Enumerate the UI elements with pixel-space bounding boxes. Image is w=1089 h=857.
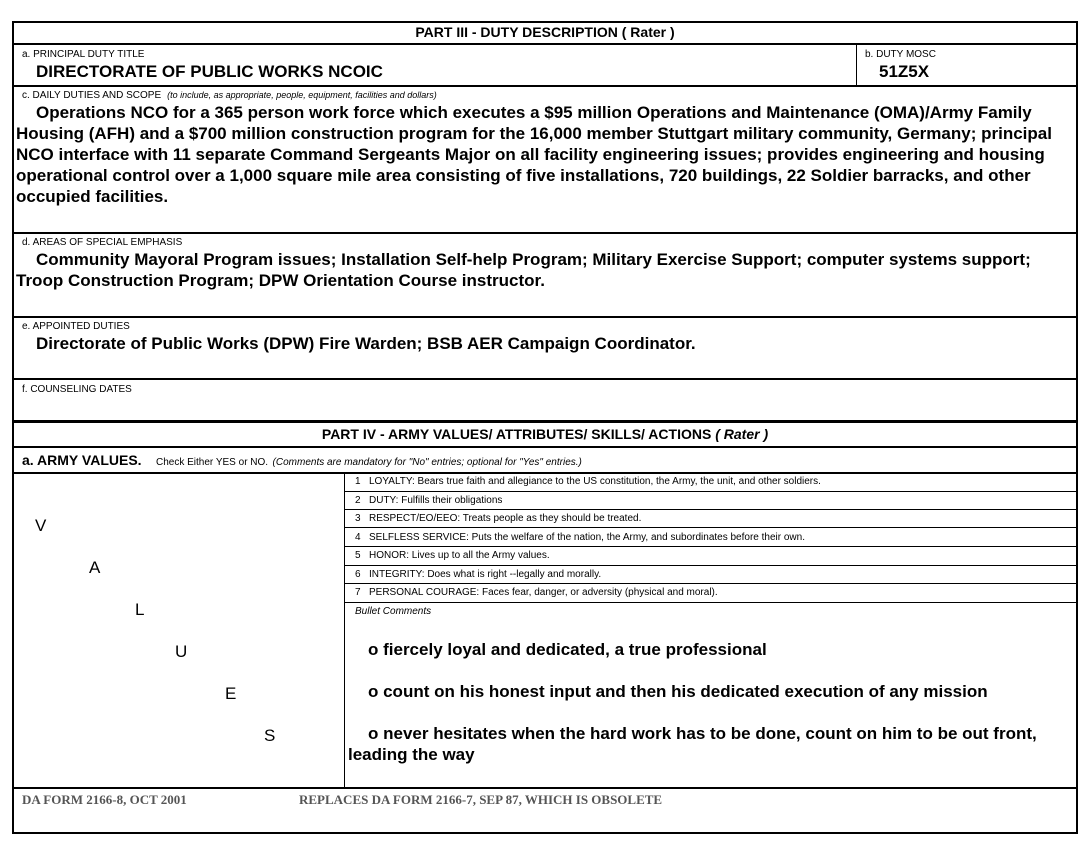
divider [345,509,1078,510]
value-item-text: SELFLESS SERVICE: Puts the welfare of the nation, the Army, and subordinates before their own. [369,532,805,543]
value-item-honor [355,550,550,561]
value-item-number: 7 [355,587,361,598]
bullet-comment: o never hesitates when the hard work has to be done, count on him to be out front, leading the way [348,724,1037,764]
value-item-integrity [355,569,601,580]
divider [12,316,1078,318]
divider [345,527,1078,528]
divider [12,472,1078,474]
value-item-number: 5 [355,550,361,561]
divider [12,43,1078,45]
appointed-duties-value: Directorate of Public Works (DPW) Fire Warden; BSB AER Campaign Coordinator. [36,334,696,353]
army-values-instruction: Check Either YES or NO. [156,457,269,468]
value-item-number: 3 [355,513,361,524]
values-letter: A [89,558,101,577]
values-letter: V [35,516,47,535]
duty-mosc-label: b. DUTY MOSC [865,49,936,60]
daily-duties-label [22,90,437,101]
special-emphasis-label: d. AREAS OF SPECIAL EMPHASIS [22,237,183,248]
counseling-dates-label: f. COUNSELING DATES [22,384,132,395]
bullet-comment: o fiercely loyal and dedicated, a true professional [368,640,767,659]
divider [345,602,1078,603]
divider [345,565,1078,566]
army-values-label: a. ARMY VALUES. [22,452,142,468]
divider [856,44,857,85]
bullet-comments-label: Bullet Comments [355,606,432,617]
value-item-text: INTEGRITY: Does what is right --legally and morally. [369,569,602,580]
divider [344,473,345,787]
principal-duty-title-value: DIRECTORATE OF PUBLIC WORKS NCOIC [36,62,383,81]
value-item-number: 6 [355,569,361,580]
values-letter: S [264,726,276,745]
divider [12,378,1078,380]
divider [12,232,1078,234]
value-item-text: PERSONAL COURAGE: Faces fear, danger, or adversity (physical and moral). [369,587,718,598]
army-values-instruction-note: (Comments are mandatory for "No" entries; optional for "Yes" entries.) [272,457,582,468]
special-emphasis-value: Community Mayoral Program issues; Installation Self-help Program; Military Exercise Support; computer systems support; Troop Construction Program; DPW Orientation Course instructor. [16,250,1031,290]
principal-duty-title-label: a. PRINCIPAL DUTY TITLE [22,49,145,60]
part4-title-rater: ( Rater ) [715,426,769,442]
values-letter: E [225,684,237,703]
form-number: DA FORM 2166-8, OCT 2001 [22,792,187,807]
value-item-number: 1 [355,476,361,487]
part3-title: PART III - DUTY DESCRIPTION ( Rater ) [415,24,675,40]
divider [345,583,1078,584]
value-item-text: LOYALTY: Bears true faith and allegiance to the US constitution, the Army, the unit, and other soldiers. [369,476,821,487]
values-letter: U [175,642,188,661]
value-item-text: DUTY: Fulfills their obligations [369,495,503,506]
value-item-loyalty [355,476,821,487]
divider [12,787,1078,789]
value-item-text: HONOR: Lives up to all the Army values. [369,550,550,561]
value-item-number: 4 [355,532,361,543]
bullet-comment: o count on his honest input and then his dedicated execution of any mission [368,682,988,701]
replaces-note: REPLACES DA FORM 2166-7, SEP 87, WHICH IS OBSOLETE [299,792,663,807]
part4-title [12,426,1078,442]
values-letter: L [135,600,145,619]
value-item-duty [355,495,502,506]
divider [12,420,1078,423]
value-item-respect [355,513,641,524]
value-item-selfless-service [355,532,805,543]
appointed-duties-label: e. APPOINTED DUTIES [22,321,130,332]
daily-duties-label-text: c. DAILY DUTIES AND SCOPE [22,90,162,101]
divider [345,546,1078,547]
value-item-text: RESPECT/EO/EEO: Treats people as they should be treated. [369,513,642,524]
part4-title-text: PART IV - ARMY VALUES/ ATTRIBUTES/ SKILLS/ ACTIONS [321,426,712,442]
army-values-header [22,452,582,470]
divider [345,491,1078,492]
value-item-number: 2 [355,495,361,506]
divider [12,85,1078,87]
duty-mosc-value: 51Z5X [879,62,930,81]
daily-duties-hint: (to include, as appropriate, people, equipment, facilities and dollars) [167,90,437,100]
value-item-personal-courage [355,587,718,598]
divider [12,446,1078,448]
daily-duties-value: Operations NCO for a 365 person work force which executes a $95 million Operations and Maintenance (OMA)/Army Family Housing (AFH) and a $700 million construction program for the 16,000 member Stuttgart military community, Germany; principal NCO interface with 11 separate Command Sergeants Major on all facility engineering issues; provides engineering and housing operational control over a 1,000 square mile area consisting of five installations, 720 buildings, 22 Soldier barracks, and other occupied facilities. [16,103,1052,206]
